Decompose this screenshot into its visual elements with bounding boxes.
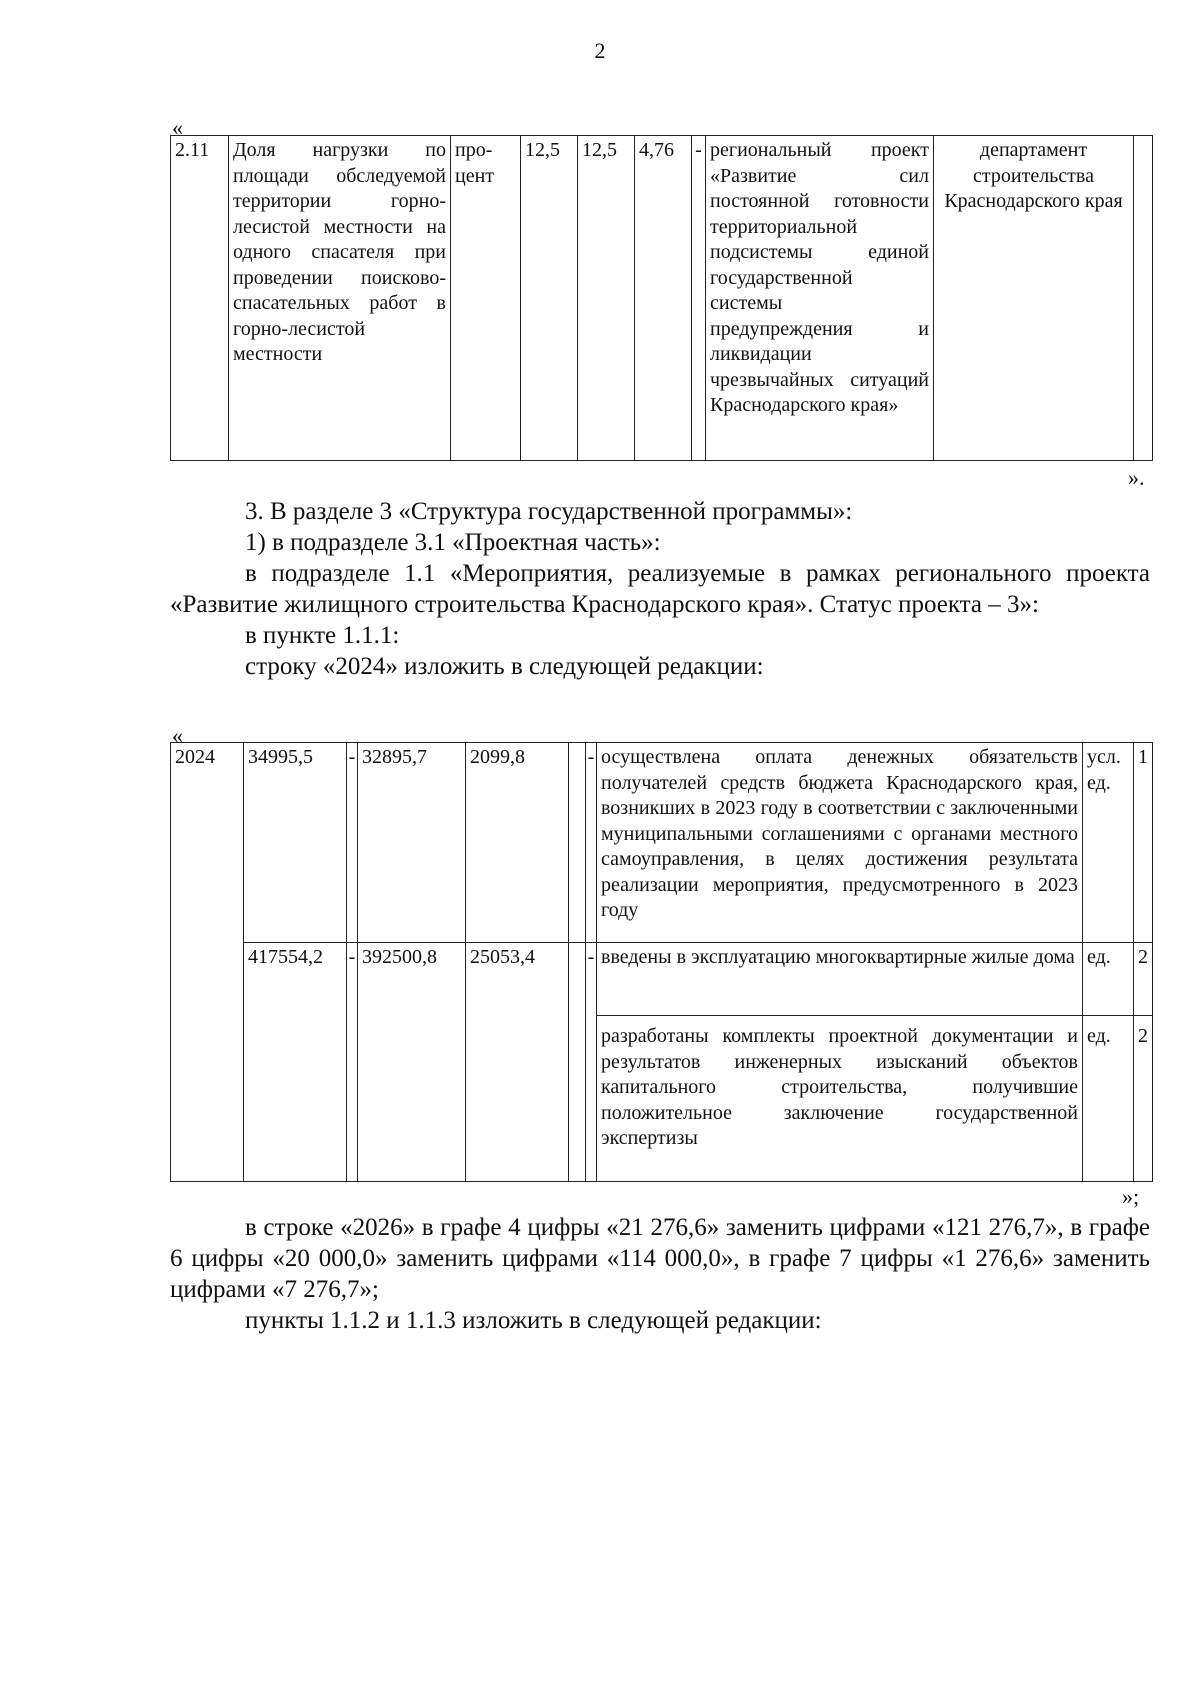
table-row — [171, 136, 1153, 461]
value-cell: 1 — [1134, 743, 1153, 943]
result-cell: введены в эксплуатацию многоквартирные жилые дома — [597, 943, 1083, 1016]
executor-cell: департамент строительства Краснодарского края — [934, 136, 1134, 461]
regional-cell: 392500,8 — [358, 943, 466, 1182]
paragraph: в пункте 1.1.1: — [245, 622, 400, 649]
indicator-name: Доля нагрузки по площади обследуемой территории горно-лесистой местности на одного спасателя при проведении поисково-спасательных работ в горно-лесистой местности — [229, 136, 451, 461]
regional-cell: 32895,7 — [358, 743, 466, 943]
paragraph: в строке «2026» в графе 4 цифры «21 276,6» заменить цифрами «121 276,7», в графе 6 цифры «20 000,0» заменить цифрами «114 000,0», в графе 7 цифры «1 276,6» заменить цифрами «7 276,7»; — [170, 1214, 1150, 1303]
unit-cell: ед. — [1083, 943, 1134, 1016]
year-cell: 2024 — [171, 743, 244, 1182]
close-quote: ». — [1128, 465, 1145, 490]
empty-cell — [1134, 136, 1153, 461]
dash-cell: - — [347, 943, 358, 1182]
dash-cell: - — [586, 943, 597, 1182]
value-cell: 2 — [1134, 1016, 1153, 1182]
paragraph: пункты 1.1.2 и 1.1.3 изложить в следующей редакции: — [245, 1307, 822, 1334]
empty-cell — [569, 743, 586, 943]
result-cell: разработаны комплекты проектной документации и результатов инженерных изысканий объектов капитального строительства, получившие положительное заключение государственной экспертизы — [597, 1016, 1083, 1182]
close-quote: »; — [1122, 1184, 1140, 1209]
value-cell: 12,5 — [578, 136, 635, 461]
dash-cell: - — [692, 136, 706, 461]
table-row — [171, 743, 1153, 943]
value-cell: 4,76 — [635, 136, 692, 461]
indicator-table — [170, 135, 1153, 461]
open-quote: « — [172, 115, 183, 140]
result-cell: осуществлена оплата денежных обязательств получателей средств бюджета Краснодарского края, возникших в 2023 году в соответствии с заключенными муниципальными соглашениями с органами местного самоуправления, в целях достижения результата реализации мероприятия, предусмотренного в 2023 году — [597, 743, 1083, 943]
row-number: 2.11 — [171, 136, 229, 461]
value-cell: 12,5 — [521, 136, 578, 461]
body-text — [170, 1212, 1150, 1336]
unit-cell: ед. — [1083, 1016, 1134, 1182]
dash-cell: - — [347, 743, 358, 943]
project-cell: региональный проект «Развитие сил постоянной готовности территориальной подсистемы единой государственной системы предупреждения и ликвидации чрезвычайных ситуаций Краснодарского края» — [706, 136, 934, 461]
paragraph: 3. В разделе 3 «Структура государственной программы»: — [245, 498, 853, 525]
total-cell: 34995,5 — [244, 743, 347, 943]
body-text — [170, 496, 1150, 682]
empty-cell — [569, 943, 586, 1182]
local-cell: 25053,4 — [466, 943, 569, 1182]
local-cell: 2099,8 — [466, 743, 569, 943]
page-number: 2 — [594, 38, 606, 63]
paragraph: 1) в подразделе 3.1 «Проектная часть»: — [245, 529, 661, 556]
total-cell: 417554,2 — [244, 943, 347, 1182]
financing-table — [170, 742, 1153, 1182]
open-quote: « — [172, 723, 183, 748]
value-cell: 2 — [1134, 943, 1153, 1016]
paragraph: строку «2024» изложить в следующей редакции: — [245, 653, 764, 680]
dash-cell: - — [586, 743, 597, 943]
unit-cell: про-цент — [451, 136, 521, 461]
unit-cell: усл. ед. — [1083, 743, 1134, 943]
table-row — [171, 943, 1153, 1016]
paragraph: в подразделе 1.1 «Мероприятия, реализуемые в рамках регионального проекта «Развитие жилищного строительства Краснодарского края». Статус проекта – 3»: — [170, 560, 1150, 618]
